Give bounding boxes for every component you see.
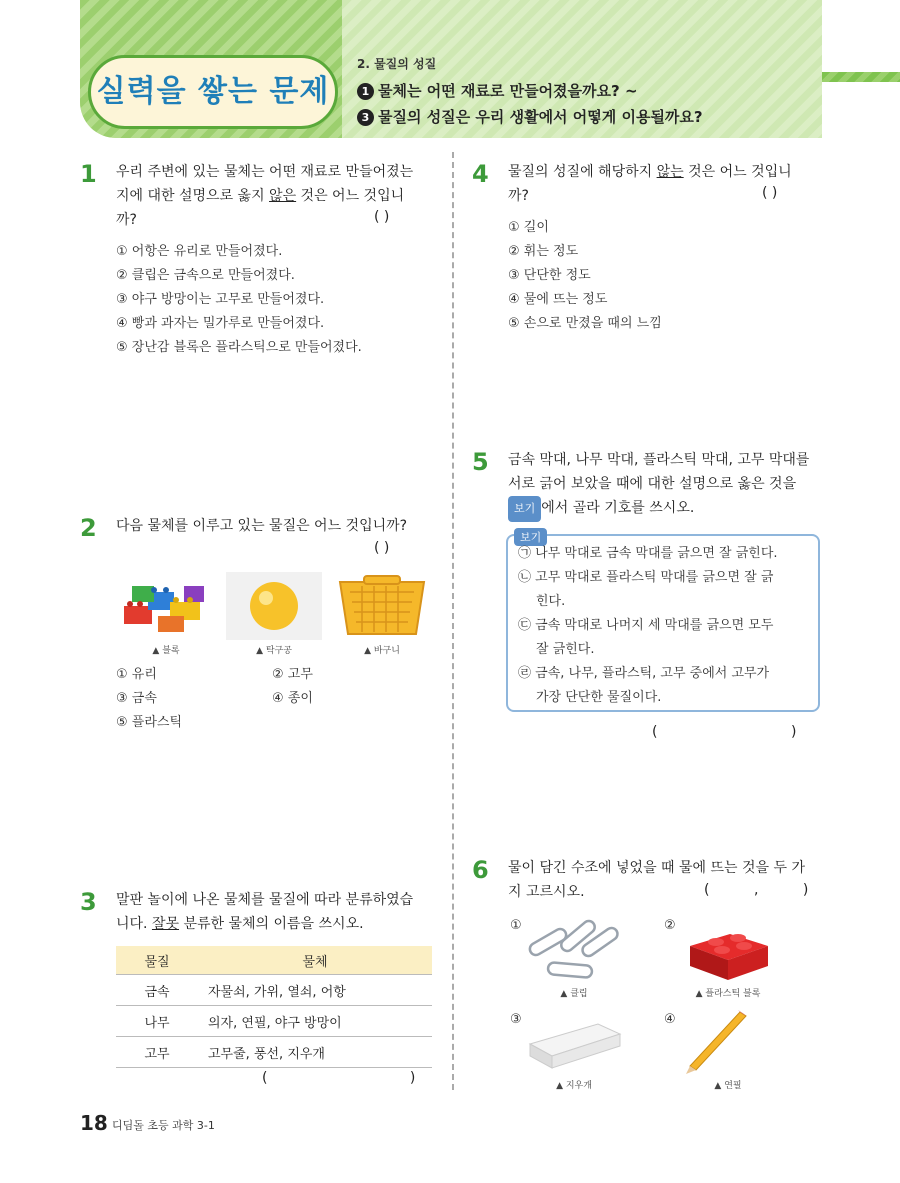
paper-clip-image [524, 914, 624, 984]
question-number: 6 [472, 856, 489, 884]
underlined-word: 않는 [656, 164, 684, 180]
choice-list [508, 216, 662, 336]
table-cell: 고무 [116, 1037, 198, 1068]
question-line: 우리 주변에 있는 물체는 어떤 재료로 만들어졌는 [116, 164, 414, 180]
choice-item[interactable]: ④ 빵과 과자는 밀가루로 만들어졌다. [116, 316, 325, 331]
answer-blank[interactable]: ( , ) [704, 882, 809, 898]
choice-item[interactable]: ⑤ 플라스틱 [116, 715, 183, 730]
number-badge-icon: 3 [357, 109, 374, 126]
choice-item[interactable]: ⑤ 손으로 만졌을 때의 느낌 [508, 316, 662, 331]
choice-item[interactable]: ⑤ 장난감 블록은 플라스틱으로 만들어졌다. [116, 340, 362, 355]
plastic-block-image [680, 912, 776, 984]
question-line: 까? [116, 212, 137, 228]
choice-list [116, 240, 362, 360]
table-cell: 의자, 연필, 야구 방망이 [198, 1006, 432, 1037]
image-caption: ▲ 연필 [714, 1081, 742, 1091]
header-side-bar [822, 72, 900, 82]
image-caption: ▲ 클립 [560, 989, 588, 999]
image-caption: ▲ 탁구공 [256, 646, 292, 656]
bogi-item: ㉠ 나무 막대로 금속 막대를 긁으면 잘 긁힌다. [518, 546, 778, 561]
question-line [116, 184, 434, 208]
bogi-item: ㉢ 금속 막대로 나머지 세 막대를 긁으면 모두 [518, 618, 774, 633]
header-topic-1-text: 물체는 어떤 재료로 만들어졌을까요? ~ [378, 82, 638, 100]
question-line: 까? [508, 188, 529, 204]
bogi-label: 보기 [514, 528, 547, 546]
title-badge [88, 55, 338, 129]
bogi-item: ㉣ 금속, 나무, 플라스틱, 고무 중에서 고무가 [518, 666, 770, 681]
unit-title: 2. 물질의 성질 [357, 57, 437, 71]
table-cell: 자물쇠, 가위, 열쇠, 어항 [198, 975, 432, 1006]
option-label[interactable]: ④ [664, 1012, 676, 1027]
choice-item[interactable]: ④ 종이 [272, 691, 313, 706]
question-3-text [116, 888, 434, 936]
header-topic-2 [357, 106, 703, 127]
table-cell: 금속 [116, 975, 198, 1006]
underlined-word: 잘못 [151, 916, 180, 932]
question-number: 1 [80, 160, 97, 188]
choice-item[interactable]: ④ 물에 뜨는 정도 [508, 292, 608, 307]
image-caption: ▲ 플라스틱 블록 [695, 989, 761, 999]
question-line [116, 912, 434, 936]
question-line: 말판 놀이에 나온 물체를 물질에 따라 분류하였습 [116, 892, 414, 908]
question-line: 물이 담긴 수조에 넣었을 때 물에 뜨는 것을 두 가 [508, 860, 806, 876]
question-line: 서로 긁어 보았을 때에 대한 설명으로 옳은 것을 [508, 476, 797, 492]
choice-item[interactable]: ② 클립은 금속으로 만들어졌다. [116, 268, 295, 283]
image-caption: ▲ 바구니 [364, 646, 400, 656]
bogi-item-continued: 가장 단단한 물질이다. [536, 690, 662, 705]
text-span: 지에 대한 설명으로 옳지 [116, 188, 270, 204]
choice-item[interactable]: ③ 야구 방망이는 고무로 만들어졌다. [116, 292, 325, 307]
choice-item[interactable]: ① 어항은 유리로 만들어졌다. [116, 244, 283, 259]
bogi-list [518, 542, 816, 710]
answer-blank[interactable]: ( ) [652, 724, 797, 740]
text-span: 니다. [116, 916, 152, 932]
text-span: 것은 어느 것입니 [683, 164, 792, 180]
book-title: 디딤돌 초등 과학 3-1 [112, 1119, 215, 1132]
question-number: 5 [472, 448, 489, 476]
table-row [116, 975, 432, 1006]
eraser-image [524, 1010, 624, 1074]
classification-table [116, 946, 432, 1068]
lego-blocks-image [118, 572, 214, 640]
bogi-item: ㉡ 고무 막대로 플라스틱 막대를 긁으면 잘 긁 [518, 570, 774, 585]
question-2-text: 다음 물체를 이루고 있는 물질은 어느 것입니까? [116, 518, 408, 534]
basket-image [334, 572, 430, 640]
question-number: 4 [472, 160, 489, 188]
text-span: 것은 어느 것입니 [296, 188, 405, 204]
table-row [116, 1006, 432, 1037]
page-title: 실력을 쌓는 문제 [96, 74, 330, 109]
choice-item[interactable]: ② 휘는 정도 [508, 244, 579, 259]
answer-blank[interactable]: ( ) [374, 540, 390, 556]
column-divider [452, 152, 454, 1090]
question-line: 지 고르시오. [508, 884, 585, 900]
table-header: 물질 [116, 946, 198, 975]
question-number: 3 [80, 888, 97, 916]
question-line [508, 160, 822, 184]
table-cell: 고무줄, 풍선, 지우개 [198, 1037, 432, 1068]
question-line [508, 496, 822, 522]
option-label[interactable]: ② [664, 918, 676, 933]
text-span: 물질의 성질에 해당하지 [508, 164, 657, 180]
header-topic-1 [357, 80, 638, 101]
question-5-text [508, 448, 822, 522]
choice-item[interactable]: ① 길이 [508, 220, 549, 235]
image-caption: ▲ 블록 [152, 646, 180, 656]
bogi-item-continued: 잘 긁힌다. [536, 642, 595, 657]
choice-item[interactable]: ② 고무 [272, 667, 313, 682]
choice-item[interactable]: ③ 단단한 정도 [508, 268, 591, 283]
option-label[interactable]: ③ [510, 1012, 522, 1027]
underlined-word: 않은 [269, 188, 297, 204]
header-topic-2-text: 물질의 성질은 우리 생활에서 어떻게 이용될까요? [378, 108, 703, 126]
option-label[interactable]: ① [510, 918, 522, 933]
table-header-row [116, 946, 432, 975]
answer-blank[interactable]: ( ) [374, 209, 390, 225]
pencil-image [680, 1008, 776, 1076]
table-header: 물체 [198, 946, 432, 975]
image-caption: ▲ 지우개 [556, 1081, 592, 1091]
table-cell: 나무 [116, 1006, 198, 1037]
answer-blank[interactable]: ( ) [262, 1070, 416, 1086]
choice-item[interactable]: ③ 금속 [116, 691, 157, 706]
question-line: 금속 막대, 나무 막대, 플라스틱 막대, 고무 막대를 [508, 452, 810, 468]
bogi-item-continued: 힌다. [536, 594, 566, 609]
number-badge-icon: 1 [357, 83, 374, 100]
ping-pong-ball-image [226, 572, 322, 640]
question-number: 2 [80, 514, 97, 542]
answer-blank[interactable]: ( ) [762, 185, 778, 201]
choice-item[interactable]: ① 유리 [116, 667, 157, 682]
page-number: 18 [80, 1111, 108, 1135]
text-span: 에서 골라 기호를 쓰시오. [541, 500, 695, 516]
text-span: 분류한 물체의 이름을 쓰시오. [179, 916, 364, 932]
table-row [116, 1037, 432, 1068]
bogi-label: 보기 [508, 496, 541, 522]
